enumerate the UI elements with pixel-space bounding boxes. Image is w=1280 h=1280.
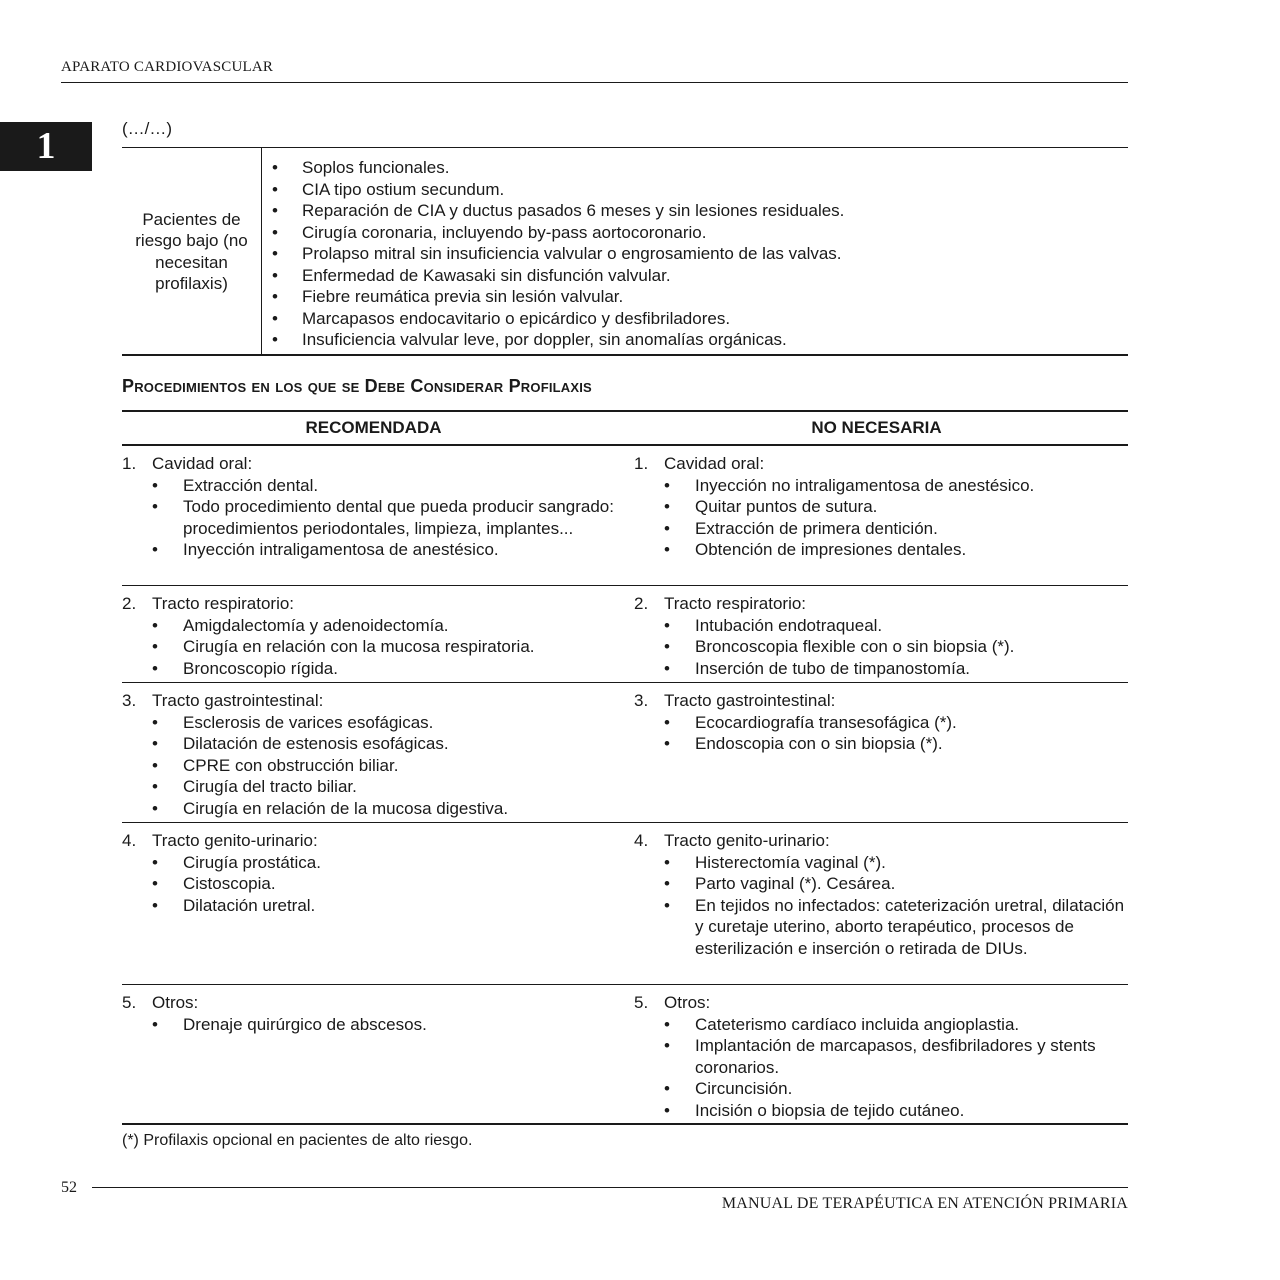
bullet-icon: • (152, 540, 158, 559)
list-item: • Broncoscopia flexible con o sin biopsia (*). (664, 637, 1015, 656)
procedure-list (122, 475, 625, 561)
bullet-icon: • (152, 798, 158, 818)
bullet-icon: • (152, 777, 158, 796)
list-item: • Prolapso mitral sin insuficiencia valvular o engrosamiento de las valvas. (272, 244, 842, 263)
category-number: 2. (634, 594, 649, 613)
bullet-icon: • (664, 895, 670, 915)
list-item: • Fiebre reumática previa sin lesión valvular. (272, 287, 624, 306)
list-item: • Parto vaginal (*). Cesárea. (664, 874, 896, 893)
not-needed-cell (625, 446, 1128, 585)
bullet-icon: • (664, 518, 670, 538)
category-label: Otros: (152, 993, 199, 1012)
footer-book-title: MANUAL DE TERAPÉUTICA EN ATENCIÓN PRIMARIA (721, 1195, 1128, 1212)
column-header-not-needed: NO NECESARIA (811, 418, 942, 437)
not-needed-cell (625, 586, 1128, 682)
table-row (122, 683, 1128, 823)
list-item: • Dilatación uretral. (152, 895, 316, 915)
recommended-cell (122, 985, 625, 1123)
category-label: Tracto gastrointestinal: (152, 691, 324, 710)
recommended-cell (122, 683, 625, 822)
recommended-cell (122, 823, 625, 984)
footnote: (*) Profilaxis opcional en pacientes de alto riesgo. (122, 1132, 473, 1149)
bullet-icon: • (152, 637, 158, 656)
category-label: Tracto genito-urinario: (152, 831, 318, 850)
recommended-cell (122, 586, 625, 682)
bullet-icon: • (664, 540, 670, 559)
risk-category-label (122, 148, 262, 355)
list-item: • Cateterismo cardíaco incluida angioplastia. (664, 1014, 1020, 1034)
category-label: Cavidad oral: (664, 454, 765, 473)
list-item: • Endoscopia con o sin biopsia (*). (664, 734, 943, 753)
risk-item-list (272, 157, 844, 351)
table-row (122, 823, 1128, 985)
table-row (122, 586, 1128, 683)
list-item: • Quitar puntos de sutura. (664, 497, 878, 516)
category-number: 1. (634, 454, 649, 473)
bullet-icon: • (152, 755, 158, 775)
bullet-icon: • (664, 1079, 670, 1098)
category-heading (634, 593, 1128, 615)
bullet-icon: • (664, 658, 670, 678)
list-item: • Circuncisión. (664, 1079, 793, 1098)
category-label: Tracto respiratorio: (152, 594, 295, 613)
bullet-icon: • (664, 734, 670, 753)
list-item: • Cistoscopia. (152, 874, 276, 893)
procedure-list (634, 615, 1128, 680)
bullet-icon: • (152, 712, 158, 732)
bullet-icon: • (664, 637, 670, 656)
bullet-icon: • (664, 497, 670, 516)
category-number: 5. (122, 993, 137, 1012)
list-item: • Cirugía prostática. (152, 852, 321, 872)
bullet-icon: • (664, 475, 670, 495)
category-number: 3. (122, 691, 137, 710)
bullet-icon: • (152, 1014, 158, 1034)
category-number: 3. (634, 691, 649, 710)
list-item: • Cirugía del tracto biliar. (152, 777, 357, 796)
bullet-icon: • (152, 874, 158, 893)
list-item: • Inyección intraligamentosa de anestésico. (152, 540, 499, 559)
category-heading (634, 453, 1128, 475)
not-needed-cell (625, 823, 1128, 984)
table-header (122, 412, 1128, 446)
bullet-icon: • (272, 244, 278, 263)
category-heading (634, 992, 1128, 1014)
list-item: • Intubación endotraqueal. (664, 615, 883, 635)
bullet-icon: • (272, 179, 278, 199)
bullet-icon: • (152, 615, 158, 635)
list-item: • Insuficiencia valvular leve, por doppler, sin anomalías orgánicas. (272, 330, 787, 349)
running-header: APARATO CARDIOVASCULAR (61, 59, 274, 75)
table-row (122, 446, 1128, 586)
category-number: 4. (634, 831, 649, 850)
risk-category-text: Pacientes de riesgo bajo (no necesitan profilaxis) (135, 209, 248, 293)
procedure-list (122, 615, 625, 680)
category-heading (122, 830, 625, 852)
category-number: 1. (122, 454, 137, 473)
list-item: • Marcapasos endocavitario o epicárdico y desfibriladores. (272, 308, 731, 328)
list-item: • CIA tipo ostium secundum. (272, 179, 505, 199)
bullet-icon: • (272, 265, 278, 285)
category-label: Cavidad oral: (152, 454, 253, 473)
bullet-icon: • (152, 658, 158, 678)
bullet-icon: • (664, 1036, 670, 1055)
list-item: • Implantación de marcapasos, desfibriladores y stents coronarios. (664, 1036, 1096, 1077)
continuation-marker: (…/…) (122, 119, 173, 138)
category-label: Tracto genito-urinario: (664, 831, 830, 850)
bullet-icon: • (152, 734, 158, 753)
list-item: • Inyección no intraligamentosa de anestésico. (664, 475, 1035, 495)
list-item: • Ecocardiografía transesofágica (*). (664, 712, 957, 732)
bullet-icon: • (272, 308, 278, 328)
bullet-icon: • (664, 874, 670, 893)
list-item: • Drenaje quirúrgico de abscesos. (152, 1014, 427, 1034)
bullet-icon: • (272, 158, 278, 177)
list-item: • Cirugía coronaria, incluyendo by-pass aortocoronario. (272, 222, 707, 242)
category-heading (122, 690, 625, 712)
bullet-icon: • (664, 1014, 670, 1034)
list-item: • Soplos funcionales. (272, 158, 450, 177)
list-item: • En tejidos no infectados: cateterización uretral, dilatación y curetaje uterino, aborto terapéutico, procesos de esterilización e inserción o retirada de DIUs. (664, 895, 1125, 958)
procedure-list (634, 852, 1128, 960)
list-item: • Cirugía en relación con la mucosa respiratoria. (152, 637, 535, 656)
recommended-cell (122, 446, 625, 585)
header-rule (61, 82, 1128, 83)
bullet-icon: • (152, 852, 158, 872)
list-item: • CPRE con obstrucción biliar. (152, 755, 399, 775)
page-number: 52 (61, 1179, 77, 1196)
category-number: 5. (634, 993, 649, 1012)
bullet-icon: • (272, 330, 278, 349)
category-heading (634, 830, 1128, 852)
footer-rule (92, 1187, 1128, 1188)
procedure-list (634, 712, 1128, 755)
list-item: • Broncoscopio rígida. (152, 658, 338, 678)
procedure-list (122, 712, 625, 820)
table-row (122, 985, 1128, 1125)
bullet-icon: • (272, 287, 278, 306)
bullet-icon: • (152, 475, 158, 495)
low-risk-table (122, 147, 1128, 356)
category-heading (122, 593, 625, 615)
category-label: Tracto gastrointestinal: (664, 691, 836, 710)
bullet-icon: • (272, 222, 278, 242)
procedure-list (634, 1014, 1128, 1122)
list-item: • Extracción dental. (152, 475, 319, 495)
list-item: • Reparación de CIA y ductus pasados 6 meses y sin lesiones residuales. (272, 201, 845, 220)
list-item: • Obtención de impresiones dentales. (664, 540, 967, 559)
list-item: • Todo procedimiento dental que pueda producir sangrado: procedimientos periodontales, limpieza, implantes... (152, 497, 614, 538)
column-header-recommended: RECOMENDADA (305, 418, 442, 437)
procedure-list (122, 852, 625, 917)
bullet-icon: • (152, 497, 158, 516)
bullet-icon: • (664, 712, 670, 732)
bullet-icon: • (152, 895, 158, 915)
bullet-icon: • (664, 615, 670, 635)
not-needed-cell (625, 985, 1128, 1123)
category-label: Tracto respiratorio: (664, 594, 807, 613)
bullet-icon: • (664, 1100, 670, 1120)
category-heading (634, 690, 1128, 712)
list-item: • Esclerosis de varices esofágicas. (152, 712, 434, 732)
category-heading (122, 453, 625, 475)
list-item: • Amigdalectomía y adenoidectomía. (152, 615, 449, 635)
category-label: Otros: (664, 993, 711, 1012)
table-body (122, 446, 1128, 1125)
procedure-list (122, 1014, 625, 1036)
list-item: • Dilatación de estenosis esofágicas. (152, 734, 449, 753)
category-heading (122, 992, 625, 1014)
category-number: 2. (122, 594, 137, 613)
chapter-tab: 1 (0, 122, 92, 171)
list-item: • Enfermedad de Kawasaki sin disfunción valvular. (272, 265, 671, 285)
procedure-list (634, 475, 1128, 561)
not-needed-cell (625, 683, 1128, 822)
list-item: • Histerectomía vaginal (*). (664, 852, 886, 872)
list-item: • Inserción de tubo de timpanostomía. (664, 658, 970, 678)
category-number: 4. (122, 831, 137, 850)
list-item: • Incisión o biopsia de tejido cutáneo. (664, 1100, 965, 1120)
procedures-table (122, 410, 1128, 1125)
list-item: • Extracción de primera dentición. (664, 518, 938, 538)
bullet-icon: • (664, 852, 670, 872)
bullet-icon: • (272, 201, 278, 220)
list-item: • Cirugía en relación de la mucosa digestiva. (152, 798, 509, 818)
section-title: Procedimientos en los que se Debe Considerar Profilaxis (122, 376, 592, 396)
